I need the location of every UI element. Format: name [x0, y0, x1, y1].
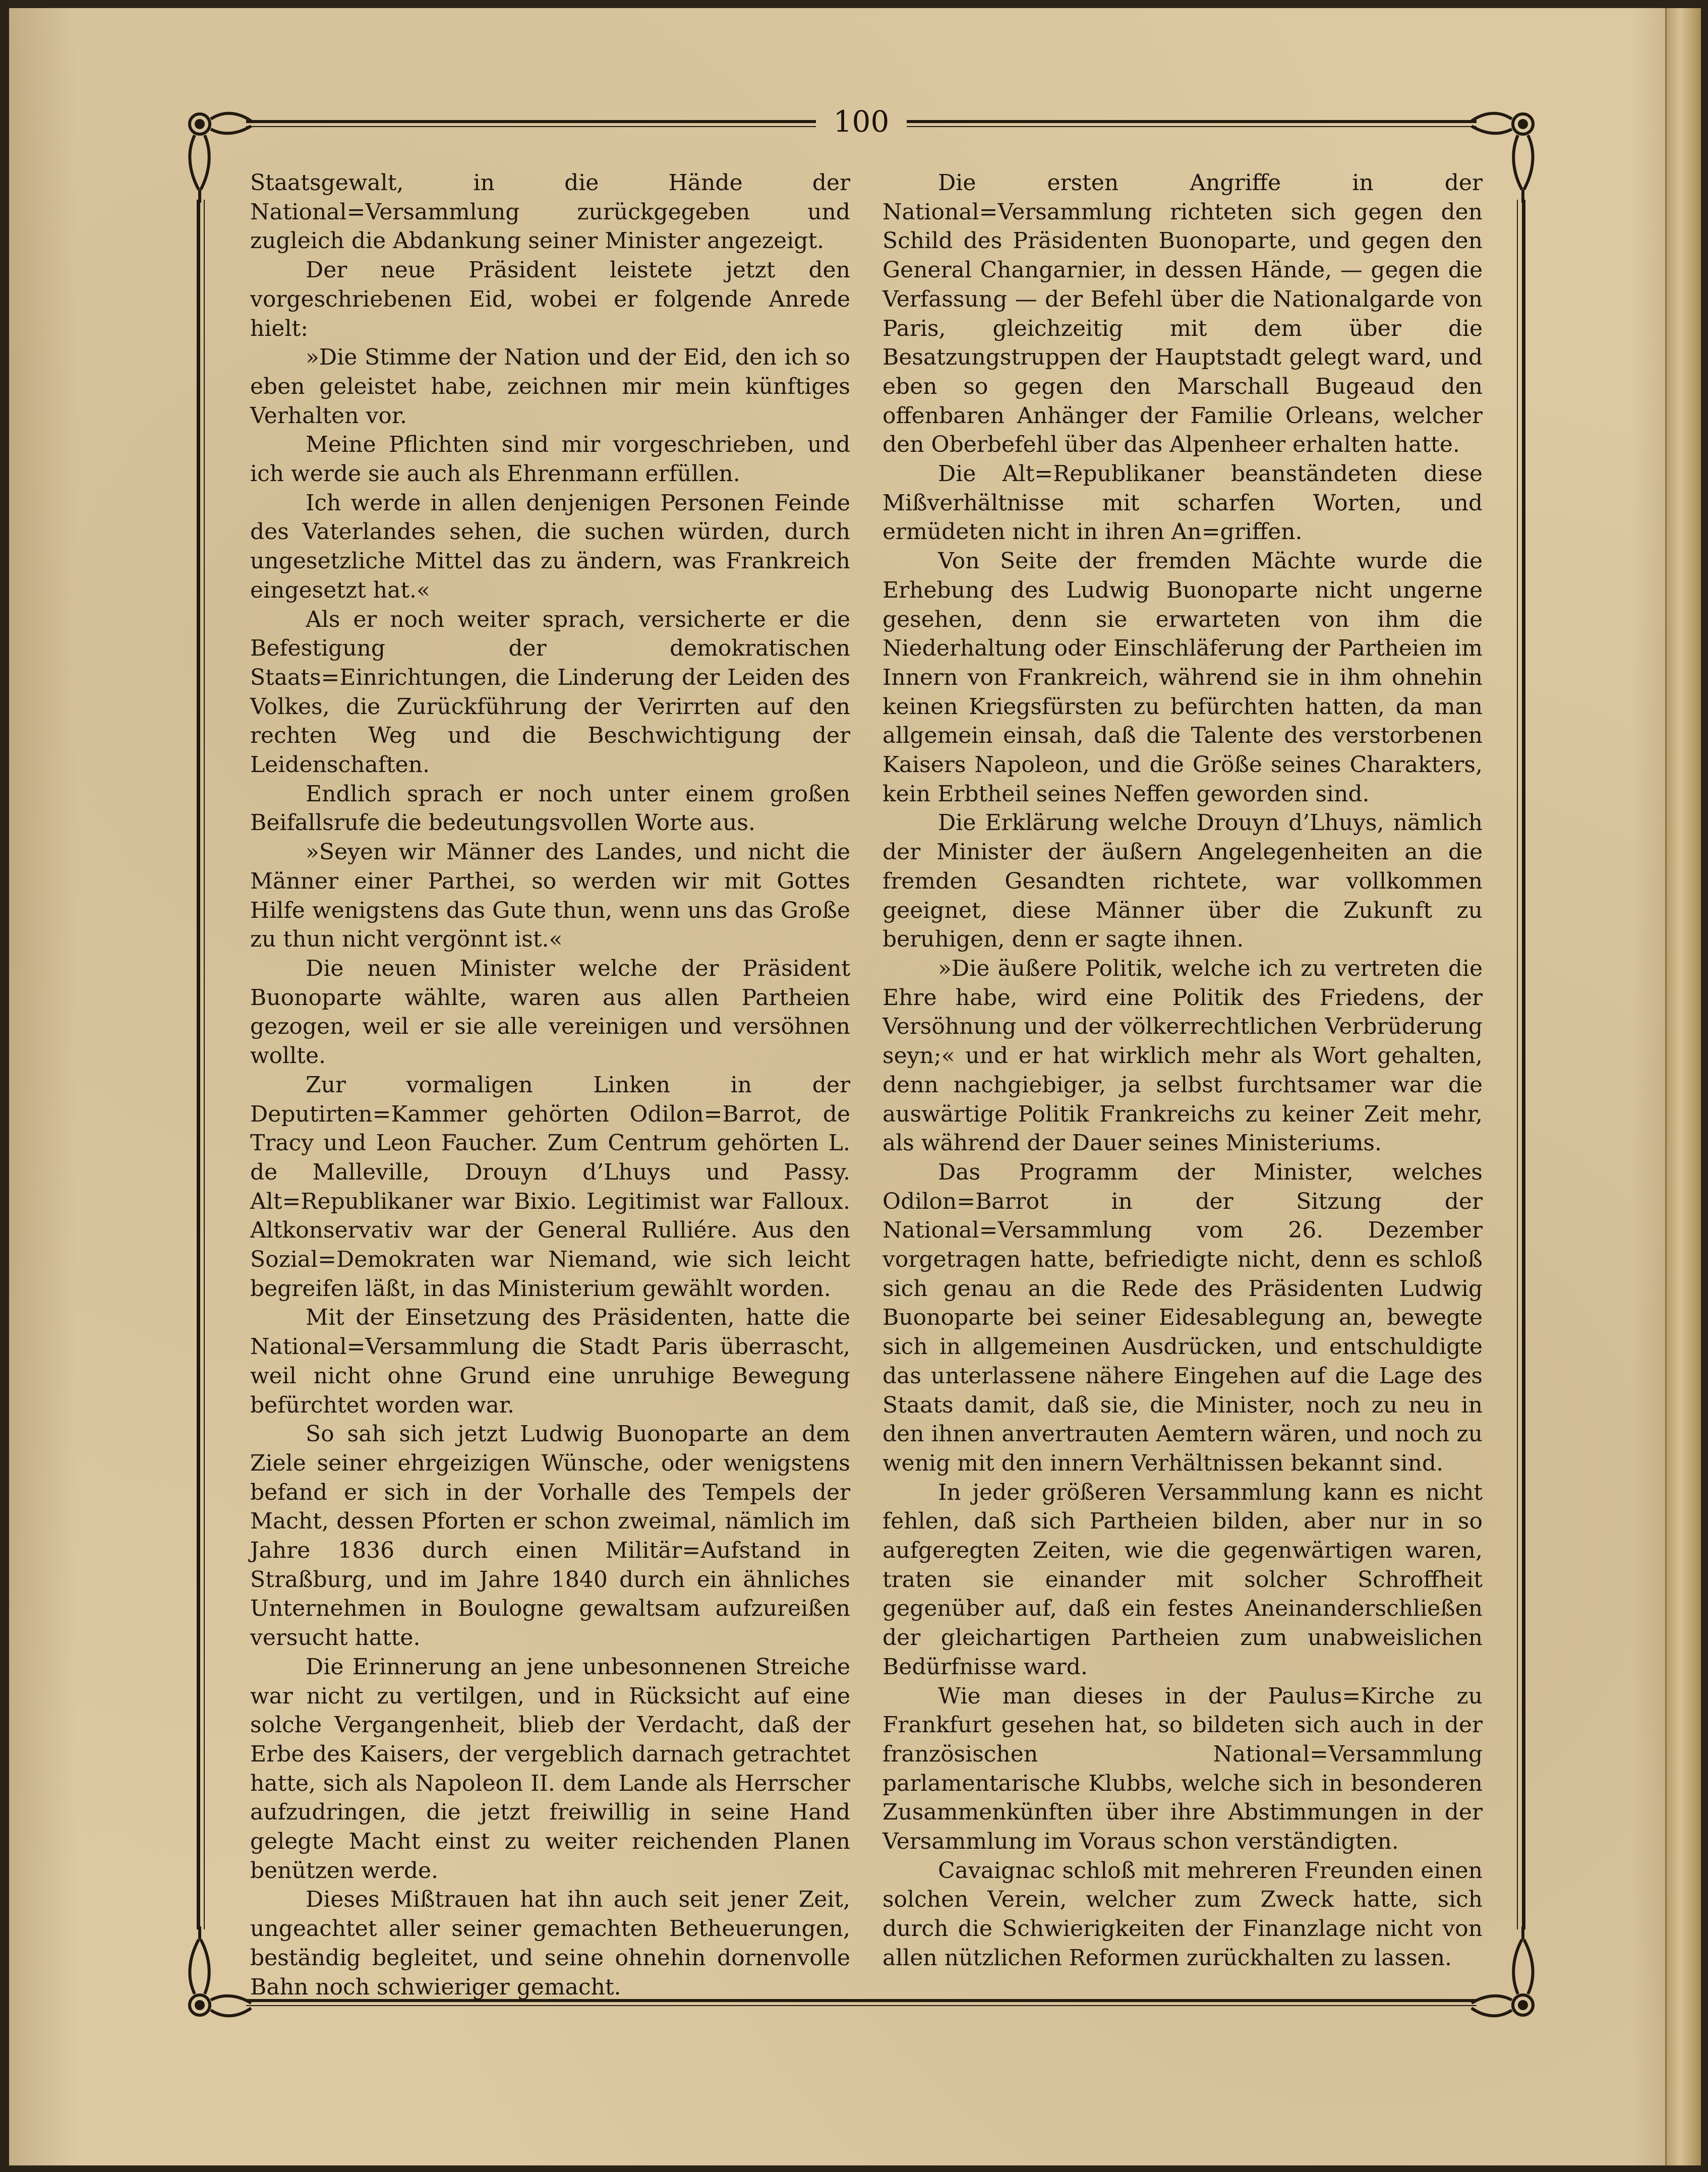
binding-gutter — [1665, 8, 1701, 2165]
page-number: 100 — [833, 104, 890, 139]
top-rule-left-thin — [246, 126, 816, 127]
scanned-page — [9, 8, 1699, 2165]
left-column-paragraph: Der neue Präsident leistete jetzt den vorgeschriebenen Eid, wobei er folgende Anrede hielt: — [250, 257, 850, 341]
right-column-paragraph: »Die äußere Politik, welche ich zu vertreten die Ehre habe, wird eine Politik des Friedens, der Versöhnung und der völkerrechtlichen Verbrüderung seyn;« und er hat wirklich mehr als Wort gehalten, denn nachgiebiger, ja selbst furchtsamer war die auswärtige Politik Frankreichs zu keiner Zeit mehr, als während der Dauer seines Ministeriums. — [882, 955, 1483, 1156]
bottom-rule-thin — [246, 2005, 1477, 2006]
left-column-paragraph: So sah sich jetzt Ludwig Buonoparte an dem Ziele seiner ehrgeizigen Wünsche, oder wenigstens befand er sich in der Vorhalle des Tempels der Macht, dessen Pforten er schon zweimal, nämlich im Jahre 1836 durch einen Militär=Aufstand in Straßburg, und im Jahre 1840 durch ein ähnliches Unternehmen in Boulogne gewaltsam aufzureißen versucht hatte. — [250, 1421, 850, 1651]
left-column-paragraph: Meine Pflichten sind mir vorgeschrieben, und ich werde sie auch als Ehrenmann erfüllen. — [250, 432, 850, 487]
left-column-paragraph: Staatsgewalt, in die Hände der National=Versammlung zurückgegeben und zugleich die Abdankung seiner Minister angezeigt. — [250, 170, 850, 254]
left-column-paragraph: Endlich sprach er noch unter einem großen Beifallsrufe die bedeutungsvollen Worte aus. — [250, 781, 850, 836]
left-column-paragraph: Die neuen Minister welche der Präsident Buonoparte wählte, waren aus allen Partheien gezogen, weil er sie alle vereinigen und versöhnen wollte. — [250, 955, 850, 1069]
right-column-paragraph: Das Programm der Minister, welches Odilon=Barrot in der Sitzung der National=Versammlung vom 26. Dezember vorgetragen hatte, befriedigte nicht, denn es schloß sich genau an die Rede des Präsidenten Ludwig Buonoparte bei seiner Eidesablegung an, bewegte sich in allgemeinen Ausdrücken, und entschuldigte das unterlassene nähere Eingehen auf die Lage des Staats damit, daß sie, die Minister, noch zu neu in den ihnen anvertrauten Aemtern wären, und noch zu wenig mit den innern Verhältnissen bekannt sind. — [882, 1159, 1483, 1476]
frame-right-line-thin — [1517, 200, 1518, 1929]
left-column-paragraph: Zur vormaligen Linken in der Deputirten=Kammer gehörten Odilon=Barrot, de Tracy und Leon Faucher. Zum Centrum gehörten L. de Malleville, Drouyn d’Lhuys und Passy. Alt=Republikaner war Bixio. Legitimist war Falloux. Altkonservativ war der General Rulliére. Aus den Sozial=Demokraten war Niemand, wie sich leicht begreifen läßt, in das Ministerium gewählt worden. — [250, 1072, 850, 1302]
left-column — [250, 168, 850, 2002]
right-column-paragraph: Cavaignac schloß mit mehreren Freunden einen solchen Verein, welcher zum Zweck hatte, sich durch die Schwierigkeiten der Finanzlage nicht von allen nützlichen Reformen zurückhalten zu lassen. — [882, 1857, 1483, 1971]
top-rule-right-thin — [907, 126, 1477, 127]
frame-left-line-thin — [204, 200, 205, 1929]
left-column-paragraph: Die Erinnerung an jene unbesonnenen Streiche war nicht zu vertilgen, und in Rücksicht auf eine solche Vergangenheit, blieb der Verdacht, daß der Erbe des Kaisers, der vergeblich darnach getrachtet hatte, sich als Napoleon II. dem Lande als Herrscher aufzudringen, die jetzt freiwillig in seine Hand gelegte Macht einst zu weiter reichenden Planen benützen werde. — [250, 1654, 850, 1884]
right-column-paragraph: Die Alt=Republikaner beanständeten diese Mißverhältnisse mit scharfen Worten, und ermüdeten nicht in ihren An=griffen. — [882, 461, 1483, 545]
ornament-bottom-left-icon — [175, 1924, 256, 2025]
left-column-paragraph: Ich werde in allen denjenigen Personen Feinde des Vaterlandes sehen, die suchen würden, durch ungesetzliche Mittel das zu ändern, was Frankreich eingesetzt hat.« — [250, 490, 850, 603]
right-column-paragraph: Wie man dieses in der Paulus=Kirche zu Frankfurt gesehen hat, so bildeten sich auch in der französischen National=Versammlung parlamentarische Klubbs, welche sich in besonderen Zusammenkünften über ihre Abstimmungen in der Versammlung im Voraus schon verständigten. — [882, 1683, 1483, 1855]
left-column-paragraph: Als er noch weiter sprach, versicherte er die Befestigung der demokratischen Staats=Einrichtungen, die Linderung der Leiden des Volkes, die Zurückführung der Verirrten auf den rechten Weg und die Beschwichtigung der Leidenschaften. — [250, 606, 850, 778]
top-rule-right — [907, 120, 1477, 123]
top-rule-left — [246, 120, 816, 123]
right-column — [882, 168, 1483, 1973]
right-column-paragraph: Die ersten Angriffe in der National=Versammlung richteten sich gegen den Schild des Präsidenten Buonoparte, und gegen den General Changarnier, in dessen Hände, — gegen die Verfassung — der Befehl über die Nationalgarde von Paris, gleichzeitig mit dem über die Besatzungstruppen der Hauptstadt gelegt ward, und eben so gegen den Marschall Bugeaud den offenbaren Anhänger der Familie Orleans, welcher den Oberbefehl über das Alpenheer erhalten hatte. — [882, 170, 1483, 458]
ornament-top-left-icon — [175, 104, 256, 205]
left-column-paragraph: »Seyen wir Männer des Landes, und nicht die Männer einer Parthei, so werden wir mit Gottes Hilfe wenigstens das Gute thun, wenn uns das Große zu thun nicht vergönnt ist.« — [250, 839, 850, 953]
left-column-paragraph: »Die Stimme der Nation und der Eid, den ich so eben geleistet habe, zeichnen mir mein künftiges Verhalten vor. — [250, 344, 850, 429]
frame-left-line — [197, 200, 200, 1929]
right-column-paragraph: In jeder größeren Versammlung kann es nicht fehlen, daß sich Partheien bilden, aber nur in so aufgeregten Zeiten, wie die gegenwärtigen waren, traten sie einander mit solcher Schroffheit gegenüber auf, daß ein festes Aneinanderschließen der gleichartigen Partheien zum unabweislichen Bedürfnisse ward. — [882, 1479, 1483, 1680]
right-column-paragraph: Von Seite der fremden Mächte wurde die Erhebung des Ludwig Buonoparte nicht ungerne gesehen, denn sie erwarteten von ihm die Niederhaltung oder Einschläferung der Partheien im Innern von Frankreich, während sie in ihm ohnehin keinen Kriegsfürsten zu befürchten hatten, da man allgemein einsah, daß die Talente des verstorbenen Kaisers Napoleon, und die Größe seines Charakters, kein Erbtheil seines Neffen geworden sind. — [882, 548, 1483, 807]
left-column-paragraph: Mit der Einsetzung des Präsidenten, hatte die National=Versammlung die Stadt Paris überrascht, weil nicht ohne Grund eine unruhige Bewegung befürchtet worden war. — [250, 1305, 850, 1418]
left-column-paragraph: Dieses Mißtrauen hat ihn auch seit jener Zeit, ungeachtet aller seiner gemachten Betheuerungen, beständig begleitet, und seine ohnehin dornenvolle Bahn noch schwieriger gemacht. — [250, 1887, 850, 2000]
right-column-paragraph: Die Erklärung welche Drouyn d’Lhuys, nämlich der Minister der äußern Angelegenheiten an die fremden Gesandten richtete, war vollkommen geeignet, diese Männer über die Zukunft zu beruhigen, denn er sagte ihnen. — [882, 810, 1483, 953]
frame-right-line — [1522, 200, 1525, 1929]
